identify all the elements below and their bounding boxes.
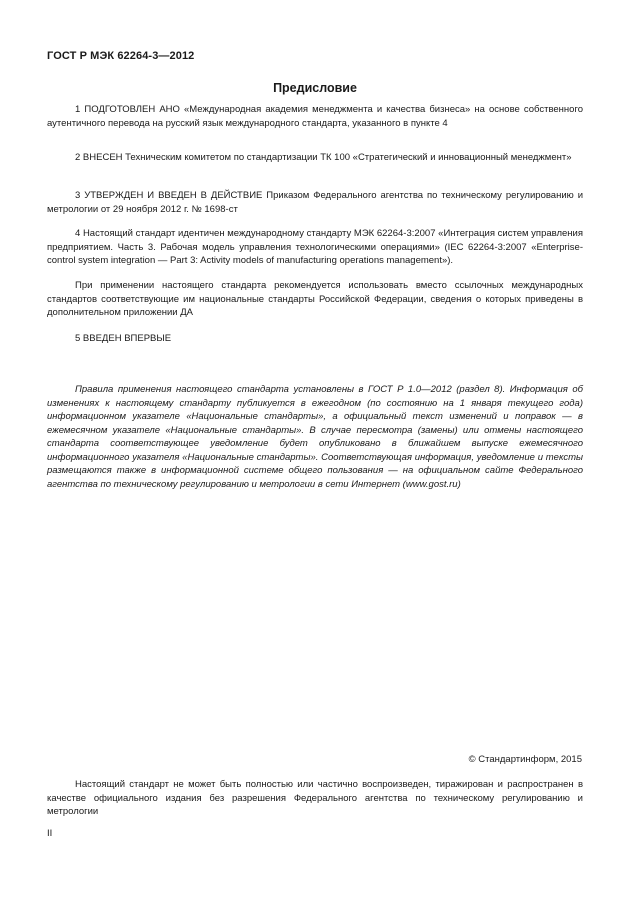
copyright: © Стандартинформ, 2015 [468, 754, 582, 765]
application-notice: Правила применения настоящего стандарта установлены в ГОСТ Р 1.0—2012 (раздел 8). Информация об изменениях к настоящему стандарту публикуется в ежегодном (по состоянию на 1 января текущего года) информационном указателе «Национальные стандарты», а официальный текст изменений и поправок — в ежемесячном указателе «Национальные стандарты». В случае пересмотра (замены) или отмены настоящего стандарта соответствующее уведомление будет опубликовано в ближайшем выпуске ежемесячного информационного указателя «Национальные стандарты». Соответствующая информация, уведомление и тексты размещаются также в информационной системе общего пользования — на официальном сайте Федерального агентства по техническому регулированию и метрологии в сети Интернет (www.gost.ru) [47, 384, 583, 490]
paragraph-2: 2 ВНЕСЕН Техническим комитетом по стандартизации ТК 100 «Стратегический и инновационный менеджмент» [75, 152, 572, 163]
standard-code: ГОСТ Р МЭК 62264-3—2012 [47, 50, 195, 62]
page-title: Предисловие [273, 81, 357, 95]
paragraph-6: 5 ВВЕДЕН ВПЕРВЫЕ [75, 333, 172, 344]
paragraph-4: 4 Настоящий стандарт идентичен международному стандарту МЭК 62264-3:2007 «Интеграция систем управления предприятием. Часть 3. Рабочая модель управления технологическими операциями» (IEC 62264-3:2007 «Enterprise-control system integration — Part 3: Activity models of manufacturing operations management»). [47, 228, 583, 266]
page-number: II [47, 828, 53, 839]
reproduction-notice: Настоящий стандарт не может быть полностью или частично воспроизведен, тиражирован и распространен в качестве официального издания без разрешения Федерального агентства по техническому регулированию и метрологии [47, 779, 583, 817]
paragraph-3: 3 УТВЕРЖДЕН И ВВЕДЕН В ДЕЙСТВИЕ Приказом Федерального агентства по техническому регулированию и метрологии от 29 ноября 2012 г. № 1698-ст [47, 190, 583, 215]
paragraph-5: При применении настоящего стандарта рекомендуется использовать вместо ссылочных международных стандартов соответствующие им национальные стандарты Российской Федерации, сведения о которых приведены в дополнительном приложении ДА [47, 280, 583, 318]
paragraph-1: 1 ПОДГОТОВЛЕН АНО «Международная академия менеджмента и качества бизнеса» на основе собственного аутентичного перевода на русский язык международного стандарта, указанного в пункте 4 [47, 104, 583, 129]
